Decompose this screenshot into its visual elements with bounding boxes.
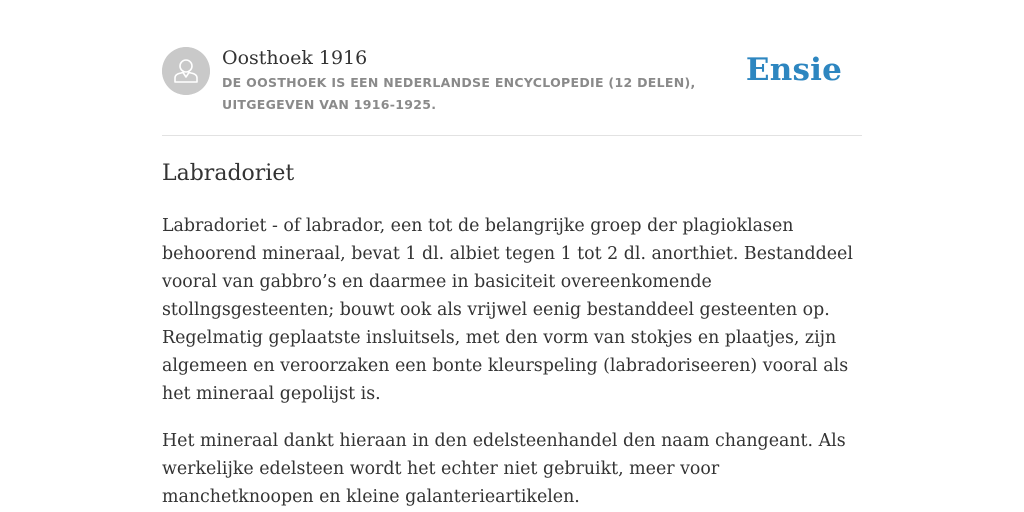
user-silhouette-icon xyxy=(162,47,210,95)
source-avatar[interactable] xyxy=(162,47,210,95)
source-header xyxy=(162,44,862,116)
article-title: Labradoriet xyxy=(162,161,295,186)
source-title[interactable]: Oosthoek 1916 xyxy=(222,47,368,69)
ensie-logo[interactable]: Ensie xyxy=(745,52,842,88)
header-divider xyxy=(162,135,862,136)
article-paragraph: Het mineraal dankt hieraan in den edelsteenhandel den naam changeant. Als werkelijke edelsteen wordt het echter niet gebruikt, meer voor manchetknoopen en kleine galanterieartikelen. xyxy=(162,431,846,507)
article-paragraph: Labradoriet - of labrador, een tot de belangrijke groep der plagioklasen behoorend mineraal, bevat 1 dl. albiet tegen 1 tot 2 dl. anorthiet. Bestanddeel vooral van gabbro’s en daarmee in basiciteit overeenkomende stollngsgesteenten; bouwt ook als vrijwel eenig bestanddeel gesteenten op. Regelmatig geplaatste insluitsels, met den vorm van stokjes en plaatjes, zijn algemeen en veroorzaken een bonte kleurspeling (labradoriseeren) vooral als het mineraal gepolijst is. xyxy=(162,216,853,404)
source-description: DE OOSTHOEK IS EEN NEDERLANDSE ENCYCLOPEDIE (12 DELEN), UITGEGEVEN VAN 1916-1925. xyxy=(222,75,696,112)
